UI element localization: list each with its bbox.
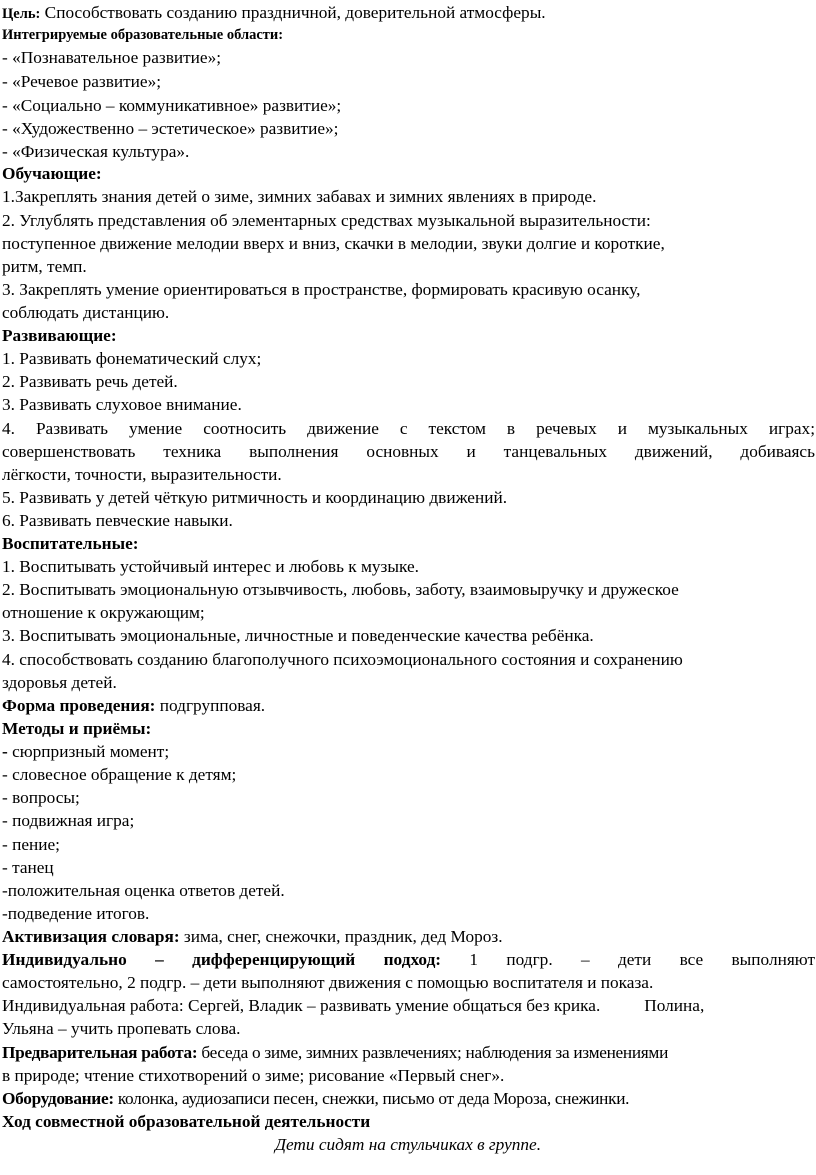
equipment-label: Оборудование: <box>2 1089 114 1108</box>
methods-item: -подведение итогов. <box>2 904 150 923</box>
teaching-line: 2. Углублять представления об элементарных средствах музыкальной выразительности: <box>2 211 651 230</box>
methods-item: - подвижная игра; <box>2 811 135 830</box>
developing-line: 3. Развивать слуховое внимание. <box>2 395 242 414</box>
areas-item: - «Социально – коммуникативное» развитие»; <box>2 96 342 115</box>
methods-first-dash: - <box>2 742 8 761</box>
approach-line <box>2 948 815 971</box>
methods-item: -положительная оценка ответов детей. <box>2 881 285 900</box>
developing-line: совершенствовать техника выполнения основных и танцевальных движений, добиваясь <box>2 442 815 461</box>
areas-heading: Интегрируемые образовательные области: <box>2 27 284 43</box>
goal-text: Способствовать созданию праздничной, доверительной атмосферы. <box>40 3 546 22</box>
preliminary-label: Предварительная работа: <box>2 1043 198 1062</box>
upbringing-line: 3. Воспитывать эмоциональные, личностные и поведенческие качества ребёнка. <box>2 626 594 645</box>
individual-text: Индивидуальная работа: Сергей, Владик – развивать умение общаться без крика. <box>2 996 601 1015</box>
preliminary-text: беседа о зиме, зимних развлечениях; наблюдения за изменениями <box>197 1043 669 1062</box>
form-line <box>2 694 265 717</box>
upbringing-line: здоровья детей. <box>2 673 117 692</box>
methods-first-text: сюрпризный момент; <box>7 742 170 761</box>
areas-item: - «Речевое развитие»; <box>2 72 162 91</box>
upbringing-line: отношение к окружающим; <box>2 603 205 622</box>
developing-line: 2. Развивать речь детей. <box>2 372 178 391</box>
preliminary-line <box>2 1041 668 1064</box>
approach-label: Индивидуально – дифференцирующий подход: <box>2 950 442 969</box>
upbringing-line: 1. Воспитывать устойчивый интерес и любовь к музыке. <box>2 557 419 576</box>
upbringing-line: 2. Воспитывать эмоциональную отзывчивость, любовь, заботу, взаимовыручку и дружеское <box>2 580 679 599</box>
course-heading: Ход совместной образовательной деятельности <box>2 1112 371 1131</box>
areas-item: - «Познавательное развитие»; <box>2 48 222 67</box>
methods-item: - вопросы; <box>2 788 80 807</box>
developing-line: 5. Развивать у детей чёткую ритмичность и координацию движений. <box>2 488 508 507</box>
upbringing-line: 4. способствовать созданию благополучного психоэмоционального состояния и сохранению <box>2 650 683 669</box>
methods-item: - словесное обращение к детям; <box>2 765 237 784</box>
vocabulary-label: Активизация словаря: <box>2 927 180 946</box>
developing-line: 6. Развивать певческие навыки. <box>2 511 233 530</box>
areas-item: - «Художественно – эстетическое» развитие»; <box>2 119 339 138</box>
methods-item: - пение; <box>2 835 60 854</box>
teaching-heading: Обучающие: <box>2 164 102 183</box>
course-note: Дети сидят на стульчиках в группе. <box>274 1135 542 1154</box>
form-label: Форма проведения: <box>2 696 156 715</box>
methods-heading: Методы и приёмы: <box>2 719 152 738</box>
individual-text: Полина, <box>644 996 705 1015</box>
teaching-line: 3. Закреплять умение ориентироваться в пространстве, формировать красивую осанку, <box>2 280 641 299</box>
form-text: подгрупповая. <box>155 696 266 715</box>
vocabulary-line <box>2 925 503 948</box>
teaching-line: соблюдать дистанцию. <box>2 303 170 322</box>
areas-item: - «Физическая культура». <box>2 142 190 161</box>
goal-label: Цель: <box>2 6 41 22</box>
individual-line: Ульяна – учить пропевать слова. <box>2 1019 241 1038</box>
individual-line <box>2 994 704 1017</box>
goal-line <box>2 1 546 26</box>
teaching-line: 1.Закреплять знания детей о зиме, зимних забавах и зимних явлениях в природе. <box>2 187 597 206</box>
methods-item: - танец <box>2 858 54 877</box>
teaching-line: ритм, темп. <box>2 257 87 276</box>
preliminary-line: в природе; чтение стихотворений о зиме; рисование «Первый снег». <box>2 1066 505 1085</box>
equipment-text: колонка, аудиозаписи песен, снежки, письмо от деда Мороза, снежинки. <box>113 1089 630 1108</box>
vocabulary-text: зима, снег, снежочки, праздник, дед Мороз. <box>179 927 503 946</box>
developing-heading: Развивающие: <box>2 326 117 345</box>
developing-line: 1. Развивать фонематический слух; <box>2 349 262 368</box>
methods-item <box>2 740 169 763</box>
upbringing-heading: Воспитательные: <box>2 534 139 553</box>
approach-line: самостоятельно, 2 подгр. – дети выполняют движения с помощью воспитателя и показа. <box>2 973 654 992</box>
equipment-line <box>2 1087 629 1110</box>
approach-text: 1 подгр. – дети все выполняют <box>441 950 816 969</box>
teaching-line: поступенное движение мелодии вверх и вниз, скачки в мелодии, звуки долгие и короткие, <box>2 234 665 253</box>
developing-line: 4. Развивать умение соотносить движение с текстом в речевых и музыкальных играх; <box>2 419 815 438</box>
developing-line: лёгкости, точности, выразительности. <box>2 465 282 484</box>
